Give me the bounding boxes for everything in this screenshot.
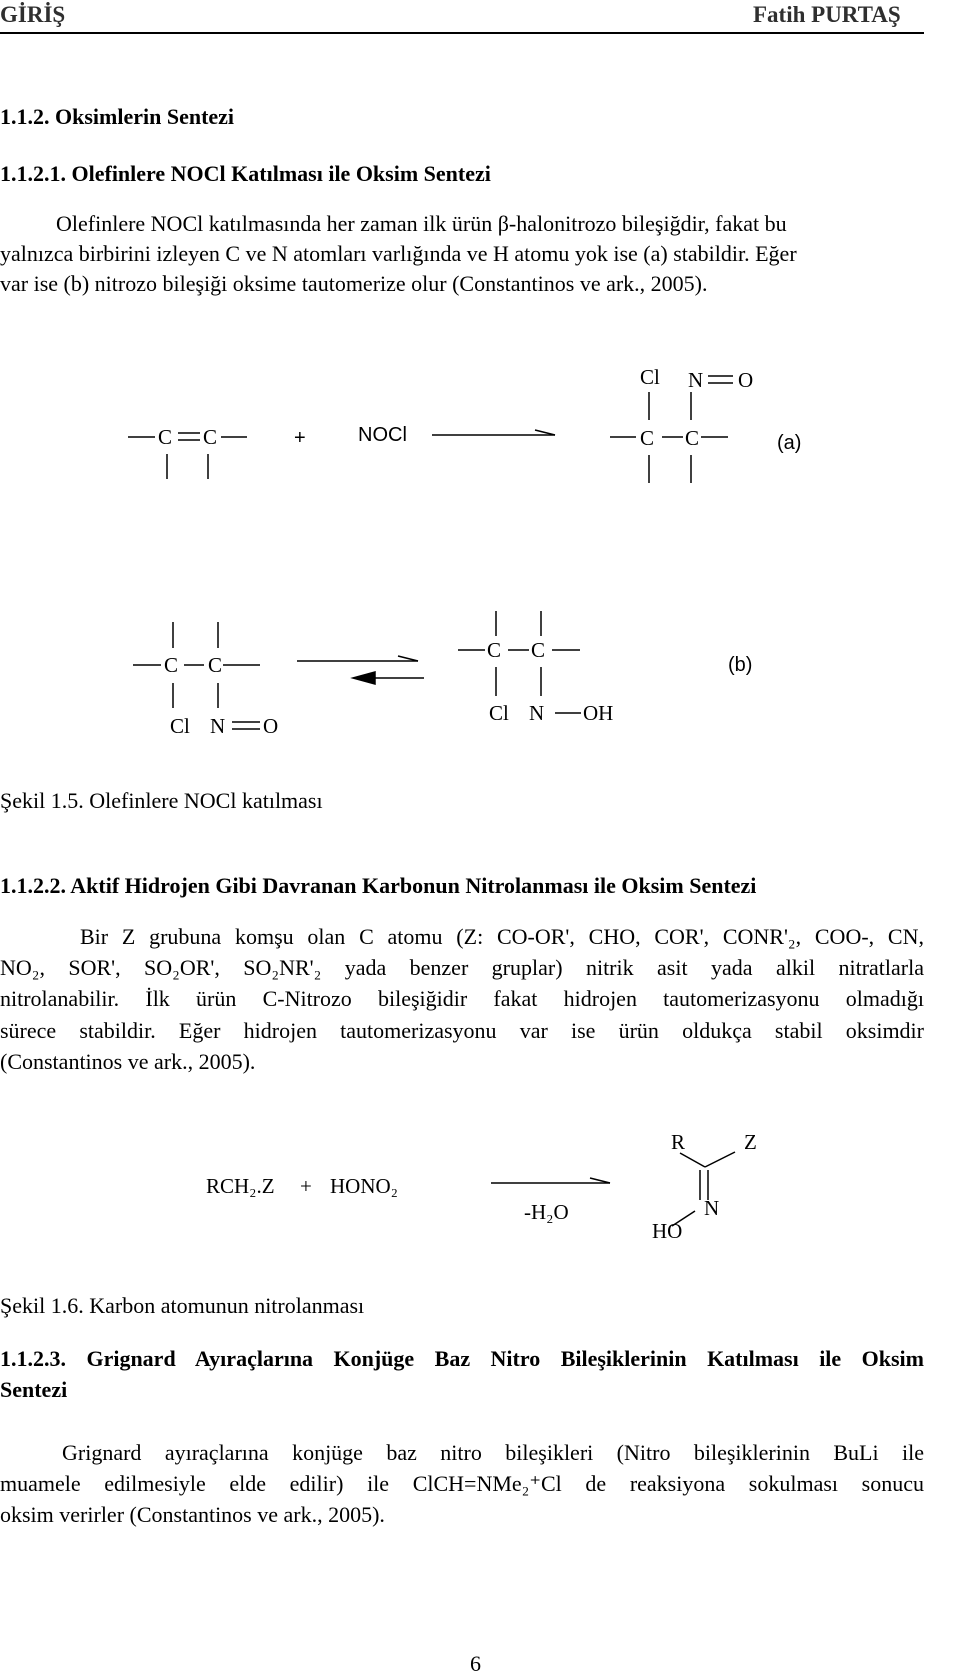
- atom-c: C: [531, 638, 546, 662]
- atom-n: N: [210, 714, 226, 738]
- label-b: (b): [728, 654, 753, 676]
- group-oh: OH: [583, 701, 614, 725]
- reactant: RCH₂.Z: [206, 1174, 275, 1198]
- atom-c: C: [685, 426, 700, 450]
- paragraph-line: var ise (b) nitrozo bileşiği oksime tautomerize olur (Constantinos ve ark., 2005).: [0, 271, 708, 296]
- atom-o: O: [738, 368, 754, 392]
- atom-r: R: [671, 1130, 686, 1154]
- figure-caption: Şekil 1.5. Olefinlere NOCl katılması: [0, 788, 323, 813]
- atom-n: N: [704, 1196, 720, 1220]
- byproduct: -H₂O: [524, 1200, 569, 1224]
- atom-o: O: [263, 714, 279, 738]
- reagent-nocl: NOCl: [358, 424, 407, 446]
- header-right: Fatih PURTAŞ: [753, 2, 901, 27]
- atom-c: C: [208, 653, 223, 677]
- plus-sign: +: [300, 1174, 312, 1198]
- paragraph-line: sürece stabildir. Eğer hidrojen tautomerizasyonu var ise ürün oldukça stabil oksimdir: [0, 1018, 924, 1043]
- paragraph-line: Bir Z grubuna komşu olan C atomu (Z: CO-OR', CHO, COR', CONR'₂, COO-, CN,: [80, 924, 924, 949]
- paragraph-line: NO₂, SOR', SO₂OR', SO₂NR'₂ yada benzer gruplar) nitrik asit yada alkil nitratlarla: [0, 955, 924, 980]
- atom-c: C: [640, 426, 655, 450]
- atom-z: Z: [744, 1130, 757, 1154]
- atom-cl: Cl: [170, 714, 190, 738]
- atom-n: N: [688, 368, 704, 392]
- paragraph-line: (Constantinos ve ark., 2005).: [0, 1049, 256, 1074]
- paragraph-line: muamele edilmesiyle elde edilir) ile ClCH=NMe₂⁺Cl de reaksiyona sokulması sonucu: [0, 1471, 924, 1496]
- header-left: GİRİŞ: [0, 2, 66, 27]
- paragraph-line: Olefinlere NOCl katılmasında her zaman ilk ürün β-halonitrozo bileşiğdir, fakat bu: [56, 211, 787, 236]
- atom-n: N: [529, 701, 545, 725]
- section-heading: 1.1.2. Oksimlerin Sentezi: [0, 104, 235, 129]
- atom-c: C: [487, 638, 502, 662]
- atom-cl: Cl: [640, 365, 660, 389]
- plus-sign: +: [294, 427, 306, 449]
- paragraph-line: oksim verirler (Constantinos ve ark., 2005).: [0, 1502, 385, 1527]
- paragraph-line: Grignard ayıraçlarına konjüge baz nitro bileşikleri (Nitro bileşiklerinin BuLi ile: [62, 1440, 924, 1465]
- atom-cl: Cl: [489, 701, 509, 725]
- paragraph-line: nitrolanabilir. İlk ürün C-Nitrozo bileşiğidir fakat hidrojen tautomerizasyonu olmadığı: [0, 986, 924, 1011]
- subsection-heading: 1.1.2.2. Aktif Hidrojen Gibi Davranan Karbonun Nitrolanması ile Oksim Sentezi: [0, 873, 757, 898]
- label-a: (a): [777, 432, 802, 454]
- paragraph-line: yalnızca birbirini izleyen C ve N atomları varlığında ve H atomu yok ise (a) stabildir. Eğer: [0, 241, 797, 266]
- page-number: 6: [470, 1651, 481, 1676]
- atom-c: C: [203, 425, 218, 449]
- subsection-heading-cont: Sentezi: [0, 1377, 68, 1402]
- subsection-heading: 1.1.2.1. Olefinlere NOCl Katılması ile Oksim Sentezi: [0, 161, 491, 186]
- atom-c: C: [158, 425, 173, 449]
- figure-caption: Şekil 1.6. Karbon atomunun nitrolanması: [0, 1293, 365, 1318]
- subsection-heading: 1.1.2.3. Grignard Ayıraçlarına Konjüge Baz Nitro Bileşiklerinin Katılması ile Oksim: [0, 1346, 924, 1371]
- reagent: HONO₂: [330, 1174, 398, 1198]
- atom-c: C: [164, 653, 179, 677]
- group-ho: HO: [652, 1219, 683, 1243]
